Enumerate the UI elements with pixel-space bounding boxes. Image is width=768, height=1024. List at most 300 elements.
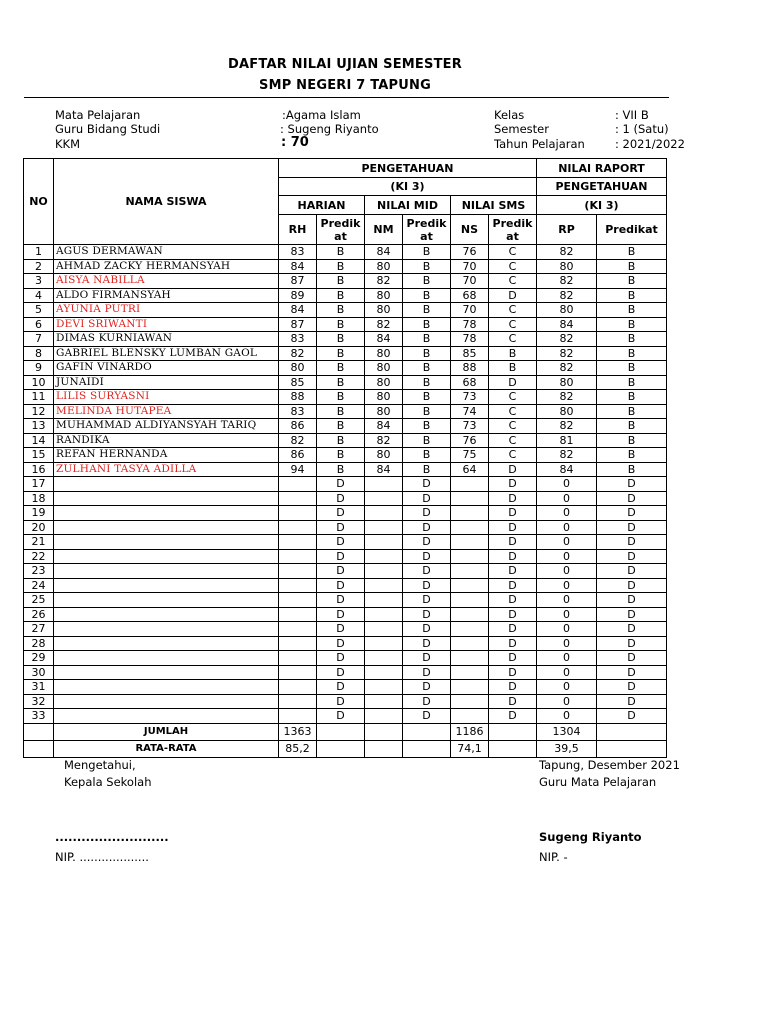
cell-nm: 82 [365,317,403,332]
footer-teacher-title: Guru Mata Pelajaran [539,775,657,789]
student-name: ALDO FIRMANSYAH [54,288,279,303]
cell-nm-predikat: B [403,375,451,390]
cell-ns-predikat: D [489,535,537,550]
cell-rp: 0 [537,506,597,521]
cell-rh-predikat: B [317,332,365,347]
cell-nm: 82 [365,433,403,448]
cell-rp-predikat: B [597,288,667,303]
cell-ns-predikat: D [489,694,537,709]
cell-rh-predikat: B [317,462,365,477]
sum-rp-predikat [597,723,667,740]
cell-nm [365,535,403,550]
student-name: RANDIKA [54,433,279,448]
cell-rp: 0 [537,549,597,564]
cell-rp-predikat: D [597,506,667,521]
cell-ns-predikat: D [489,549,537,564]
cell-nm: 80 [365,375,403,390]
table-row [24,564,667,579]
cell-rp-predikat: B [597,390,667,405]
header-harian: HARIAN [279,196,365,215]
cell-rh [279,709,317,724]
row-no: 31 [24,680,54,695]
cell-rp-predikat: D [597,578,667,593]
cell-nm: 80 [365,404,403,419]
cell-rh: 82 [279,346,317,361]
cell-rh [279,622,317,637]
cell-ns-predikat: D [489,462,537,477]
table-row [24,651,667,666]
cell-rh-predikat: B [317,259,365,274]
cell-ns: 73 [451,419,489,434]
row-no: 18 [24,491,54,506]
table-row [24,665,667,680]
cell-ns: 68 [451,288,489,303]
cell-ns [451,520,489,535]
cell-nm-predikat: D [403,593,451,608]
cell-nm-predikat: D [403,520,451,535]
table-row [24,259,667,274]
cell-rh-predikat: D [317,564,365,579]
cell-nm-predikat: D [403,477,451,492]
teacher-signature: Sugeng Riyanto [539,830,642,844]
cell-ns-predikat: C [489,390,537,405]
cell-rp-predikat: B [597,404,667,419]
row-no: 10 [24,375,54,390]
student-name: LILIS SURYASNI [54,390,279,405]
cell-rp: 0 [537,651,597,666]
cell-rh-predikat: D [317,549,365,564]
avg-rh-predikat [317,740,365,757]
cell-nm-predikat: B [403,317,451,332]
cell-rh: 83 [279,404,317,419]
table-row [24,578,667,593]
semester-label: Semester [494,122,549,136]
cell-rp: 0 [537,520,597,535]
cell-rh [279,520,317,535]
student-name: MUHAMMAD ALDIYANSYAH TARIQ [54,419,279,434]
table-row [24,694,667,709]
cell-nm: 80 [365,361,403,376]
student-name [54,709,279,724]
cell-rh: 86 [279,448,317,463]
table-row [24,375,667,390]
class-value: : VII B [615,108,649,122]
average-row [24,740,667,757]
cell-ns: 78 [451,317,489,332]
cell-ns-predikat: D [489,578,537,593]
row-no: 28 [24,636,54,651]
cell-nm [365,477,403,492]
cell-rh: 89 [279,288,317,303]
student-name [54,636,279,651]
cell-ns-predikat: C [489,448,537,463]
footer-acknowledge: Mengetahui, [64,758,136,772]
subject-label: Mata Pelajaran [55,108,141,122]
cell-rp: 0 [537,665,597,680]
cell-nm: 84 [365,462,403,477]
cell-nm-predikat: B [403,346,451,361]
cell-rp: 82 [537,448,597,463]
cell-rh [279,564,317,579]
cell-rp: 82 [537,390,597,405]
cell-rp: 80 [537,404,597,419]
cell-ns: 75 [451,448,489,463]
student-name [54,491,279,506]
student-name [54,477,279,492]
student-name [54,665,279,680]
cell-ns-predikat: D [489,622,537,637]
cell-ns [451,680,489,695]
cell-rh-predikat: D [317,535,365,550]
avg-ns-predikat [489,740,537,757]
row-no: 30 [24,665,54,680]
cell-nm [365,520,403,535]
row-no: 33 [24,709,54,724]
cell-ns-predikat: C [489,419,537,434]
cell-ns-predikat: D [489,607,537,622]
row-no: 26 [24,607,54,622]
cell-rh-predikat: D [317,636,365,651]
cell-rp-predikat: D [597,520,667,535]
table-row [24,680,667,695]
student-name: REFAN HERNANDA [54,448,279,463]
cell-ns-predikat: C [489,433,537,448]
student-name [54,593,279,608]
cell-nm [365,680,403,695]
teacher-label: Guru Bidang Studi [55,122,161,136]
cell-rp: 82 [537,332,597,347]
student-name: DEVI SRIWANTI [54,317,279,332]
row-no: 16 [24,462,54,477]
cell-rp-predikat: D [597,477,667,492]
row-no: 32 [24,694,54,709]
cell-ns: 73 [451,390,489,405]
student-name [54,549,279,564]
row-no: 7 [24,332,54,347]
cell-ns-predikat: D [489,651,537,666]
row-no: 27 [24,622,54,637]
cell-rp-predikat: B [597,317,667,332]
cell-rh-predikat: B [317,375,365,390]
student-name: DIMAS KURNIAWAN [54,332,279,347]
principal-signature: .......................... [55,830,169,844]
cell-ns-predikat: C [489,259,537,274]
table-row [24,520,667,535]
avg-nm [365,740,403,757]
cell-rp: 0 [537,535,597,550]
cell-nm-predikat: D [403,506,451,521]
cell-nm-predikat: B [403,288,451,303]
school-name: SMP NEGERI 7 TAPUNG [259,78,431,93]
cell-nm-predikat: B [403,419,451,434]
cell-ns: 78 [451,332,489,347]
cell-ns-predikat: D [489,375,537,390]
student-name [54,622,279,637]
cell-nm-predikat: D [403,578,451,593]
cell-ns [451,593,489,608]
student-name [54,694,279,709]
cell-ns: 88 [451,361,489,376]
cell-nm: 80 [365,346,403,361]
header-predikat-ns [489,215,537,245]
cell-rp-predikat: B [597,332,667,347]
semester-value: : 1 (Satu) [615,122,669,136]
cell-nm-predikat: B [403,448,451,463]
cell-ns [451,607,489,622]
cell-ns [451,622,489,637]
cell-ns-predikat: D [489,665,537,680]
cell-nm [365,506,403,521]
cell-ns: 70 [451,259,489,274]
cell-nm-predikat: D [403,549,451,564]
cell-nm [365,564,403,579]
cell-rh-predikat: B [317,245,365,260]
cell-rh [279,607,317,622]
cell-rp-predikat: B [597,433,667,448]
cell-rp-predikat: B [597,419,667,434]
cell-rp: 0 [537,680,597,695]
row-no: 1 [24,245,54,260]
predikat-part1: Predik [406,216,447,230]
cell-rh-predikat: D [317,622,365,637]
table-row [24,390,667,405]
header-nm: NM [365,215,403,245]
teacher-value: : Sugeng Riyanto [280,122,379,136]
cell-nm-predikat: D [403,535,451,550]
table-row [24,303,667,318]
cell-nm: 84 [365,419,403,434]
cell-ns-predikat: C [489,274,537,289]
cell-rh [279,694,317,709]
cell-rh-predikat: D [317,506,365,521]
predikat-part1: Predik [320,216,361,230]
cell-ns: 68 [451,375,489,390]
row-no: 17 [24,477,54,492]
cell-rh: 87 [279,274,317,289]
cell-ns: 74 [451,404,489,419]
cell-rp: 80 [537,259,597,274]
sum-ns: 1186 [451,723,489,740]
student-name [54,578,279,593]
avg-label: RATA-RATA [54,740,279,757]
cell-rh-predikat: B [317,390,365,405]
cell-rh-predikat: B [317,346,365,361]
cell-rp-predikat: D [597,549,667,564]
class-label: Kelas [494,108,525,122]
table-row [24,419,667,434]
cell-rh-predikat: D [317,651,365,666]
sum-no [24,723,54,740]
student-name: AYUNIA PUTRI [54,303,279,318]
cell-rp-predikat: D [597,651,667,666]
cell-rh-predikat: B [317,303,365,318]
cell-rp: 0 [537,636,597,651]
cell-ns: 70 [451,274,489,289]
table-row [24,448,667,463]
cell-rp-predikat: B [597,448,667,463]
cell-rp: 84 [537,462,597,477]
sum-rp: 1304 [537,723,597,740]
cell-nm-predikat: B [403,462,451,477]
student-name: AGUS DERMAWAN [54,245,279,260]
header-rh: RH [279,215,317,245]
cell-rp: 82 [537,419,597,434]
cell-rh [279,636,317,651]
cell-rp: 0 [537,709,597,724]
cell-rh [279,549,317,564]
cell-nm: 80 [365,303,403,318]
principal-nip: NIP. ................... [55,850,149,864]
cell-rp: 0 [537,694,597,709]
cell-ns: 76 [451,245,489,260]
cell-rh: 84 [279,303,317,318]
cell-nm: 80 [365,390,403,405]
cell-ns-predikat: D [489,709,537,724]
cell-rp-predikat: B [597,303,667,318]
header-raport-pengetahuan: PENGETAHUAN [537,178,667,196]
cell-rp-predikat: D [597,491,667,506]
cell-rh [279,535,317,550]
cell-rh-predikat: D [317,694,365,709]
cell-ns-predikat: C [489,332,537,347]
student-name: ZULHANI TASYA ADILLA [54,462,279,477]
cell-nm-predikat: D [403,491,451,506]
cell-rp-predikat: D [597,564,667,579]
cell-rp-predikat: B [597,346,667,361]
table-row [24,404,667,419]
cell-ns [451,578,489,593]
cell-nm [365,578,403,593]
predikat-part2: at [420,229,433,243]
header-nilai-mid: NILAI MID [365,196,451,215]
cell-nm [365,491,403,506]
cell-nm-predikat: D [403,622,451,637]
sum-label: JUMLAH [54,723,279,740]
table-row [24,361,667,376]
cell-ns-predikat: D [489,477,537,492]
cell-rh: 83 [279,332,317,347]
cell-rp: 0 [537,564,597,579]
cell-rh-predikat: B [317,448,365,463]
cell-rp-predikat: B [597,245,667,260]
cell-rh: 88 [279,390,317,405]
table-row [24,636,667,651]
cell-nm-predikat: B [403,259,451,274]
student-name [54,564,279,579]
cell-ns [451,694,489,709]
footer-principal-title: Kepala Sekolah [64,775,152,789]
cell-ns: 70 [451,303,489,318]
student-name [54,535,279,550]
table-row [24,433,667,448]
cell-rh-predikat: B [317,317,365,332]
cell-nm [365,694,403,709]
cell-ns [451,564,489,579]
cell-ns [451,709,489,724]
avg-no [24,740,54,757]
cell-rp: 0 [537,622,597,637]
cell-ns [451,491,489,506]
table-row [24,549,667,564]
row-no: 6 [24,317,54,332]
cell-rh: 87 [279,317,317,332]
avg-rp: 39,5 [537,740,597,757]
row-no: 19 [24,506,54,521]
header-name: NAMA SISWA [54,159,279,245]
table-row [24,535,667,550]
row-no: 15 [24,448,54,463]
row-no: 23 [24,564,54,579]
predikat-part1: Predik [492,216,533,230]
row-no: 9 [24,361,54,376]
cell-nm: 80 [365,259,403,274]
sum-row [24,723,667,740]
row-no: 2 [24,259,54,274]
predikat-part2: at [334,229,347,243]
table-row [24,607,667,622]
cell-nm [365,622,403,637]
cell-rh-predikat: D [317,520,365,535]
cell-rp: 84 [537,317,597,332]
cell-rh-predikat: D [317,607,365,622]
cell-ns-predikat: D [489,636,537,651]
cell-rp: 80 [537,303,597,318]
cell-rp: 82 [537,274,597,289]
cell-nm-predikat: B [403,433,451,448]
cell-rh-predikat: B [317,404,365,419]
cell-nm: 82 [365,274,403,289]
cell-rh: 94 [279,462,317,477]
cell-rh [279,491,317,506]
cell-rp: 0 [537,593,597,608]
cell-ns-predikat: C [489,245,537,260]
cell-rh [279,578,317,593]
table-row [24,346,667,361]
header-nilai-raport: NILAI RAPORT [537,159,667,178]
student-name: GAFIN VINARDO [54,361,279,376]
table-row [24,332,667,347]
cell-rh-predikat: D [317,578,365,593]
cell-ns [451,506,489,521]
header-ki3: (KI 3) [279,178,537,196]
table-row [24,477,667,492]
cell-rh-predikat: B [317,361,365,376]
student-name: GABRIEL BLENSKY LUMBAN GAOL [54,346,279,361]
cell-nm-predikat: B [403,245,451,260]
cell-ns [451,651,489,666]
cell-nm-predikat: D [403,665,451,680]
cell-rh: 85 [279,375,317,390]
cell-ns: 85 [451,346,489,361]
cell-rp: 82 [537,346,597,361]
row-no: 25 [24,593,54,608]
cell-ns: 64 [451,462,489,477]
cell-ns: 76 [451,433,489,448]
cell-rp-predikat: D [597,636,667,651]
cell-nm [365,607,403,622]
cell-nm-predikat: D [403,680,451,695]
cell-rp-predikat: B [597,462,667,477]
cell-rp-predikat: B [597,375,667,390]
cell-nm [365,709,403,724]
cell-nm-predikat: D [403,607,451,622]
cell-rp: 82 [537,245,597,260]
cell-rp: 0 [537,477,597,492]
table-row [24,317,667,332]
cell-nm-predikat: D [403,564,451,579]
cell-rh-predikat: D [317,491,365,506]
cell-rp-predikat: D [597,665,667,680]
